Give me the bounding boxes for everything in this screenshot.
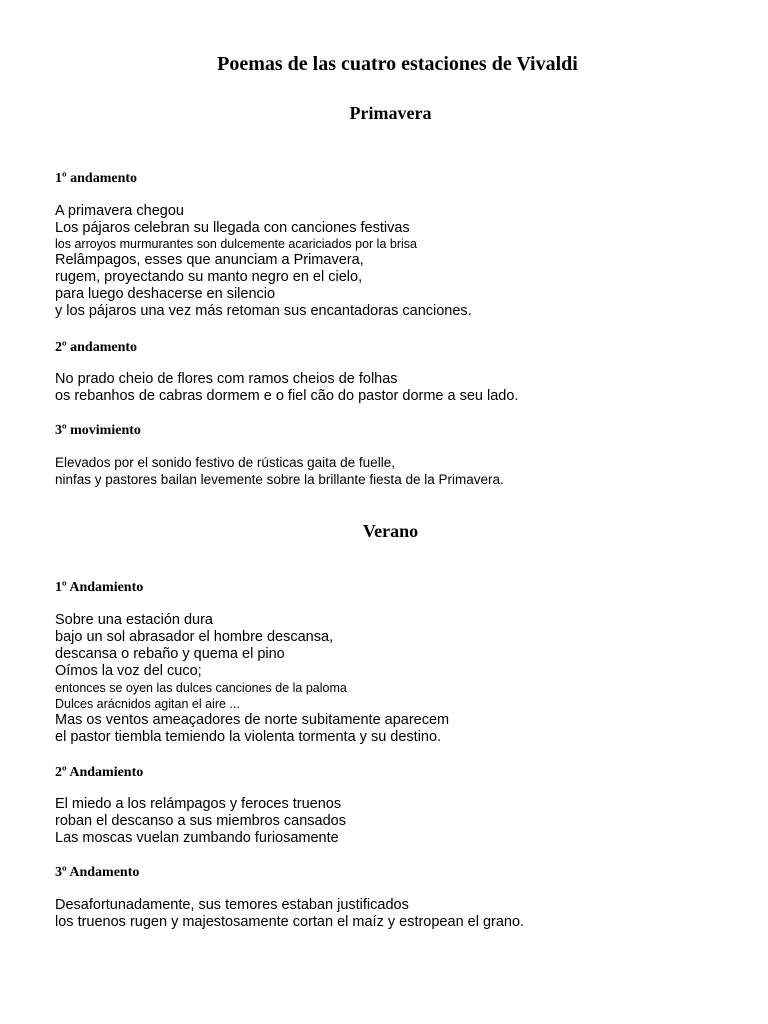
movement-heading-primavera-1: 1º andamento [55,171,138,186]
verse-line: Desafortunadamente, sus temores estaban justificados [55,897,409,913]
verse-line: entonces se oyen las dulces canciones de la paloma [55,681,347,695]
verse-line: Oímos la voz del cuco; [55,663,202,679]
verse-line: descansa o rebaño y quema el pino [55,646,285,662]
verse-line: los truenos rugen y majestosamente cortan el maíz y estropean el grano. [55,914,525,930]
verse-line: os rebanhos de cabras dormem e o fiel cão do pastor dorme a seu lado. [55,388,519,404]
verse-line: Relâmpagos, esses que anunciam a Primavera, [55,252,364,268]
verse-block-verano-2 [55,796,745,847]
verse-line: Dulces arácnidos agitan el aire ... [55,697,240,711]
movement-heading-primavera-3: 3º movimiento [55,423,141,438]
verse-line: Las moscas vuelan zumbando furiosamente [55,830,339,846]
verse-block-primavera-3 [55,454,745,488]
season-title-verano: Verano [362,521,419,541]
verse-block-primavera-1 [55,203,745,320]
season-title-primavera: Primavera [349,103,432,123]
verse-line: rugem, proyectando su manto negro en el cielo, [55,269,363,285]
verse-line: el pastor tiembla temiendo la violenta tormenta y su destino. [55,729,442,745]
movement-heading-verano-3: 3º Andamento [55,865,140,880]
verse-line: El miedo a los relámpagos y feroces truenos [55,796,342,812]
verse-line: Elevados por el sonido festivo de rústicas gaita de fuelle, [55,455,395,470]
verse-line: ninfas y pastores bailan levemente sobre la brillante fiesta de la Primavera. [55,472,504,487]
verse-block-primavera-2 [55,371,745,405]
verse-line: y los pájaros una vez más retoman sus encantadoras canciones. [55,303,472,319]
verse-line: Sobre una estación dura [55,612,213,628]
verse-line: roban el descanso a sus miembros cansados [55,813,346,829]
movement-heading-verano-1: 1º Andamiento [55,580,144,595]
verse-line: bajo un sol abrasador el hombre descansa, [55,629,334,645]
verse-line: Mas os ventos ameaçadores de norte subitamente aparecem [55,712,450,728]
movement-heading-primavera-2: 2º andamento [55,340,138,355]
verse-line: A primavera chegou [55,203,184,219]
verse-line: No prado cheio de flores com ramos cheios de folhas [55,371,398,387]
verse-line: los arroyos murmurantes son dulcemente acariciados por la brisa [55,237,417,251]
verse-block-verano-1 [55,612,745,746]
verse-line: Los pájaros celebran su llegada con canciones festivas [55,220,410,236]
movement-heading-verano-2: 2º Andamiento [55,765,144,780]
verse-block-verano-3 [55,897,745,931]
document-title: Poemas de las cuatro estaciones de Vivaldi [217,53,578,75]
verse-line: para luego deshacerse en silencio [55,286,276,302]
